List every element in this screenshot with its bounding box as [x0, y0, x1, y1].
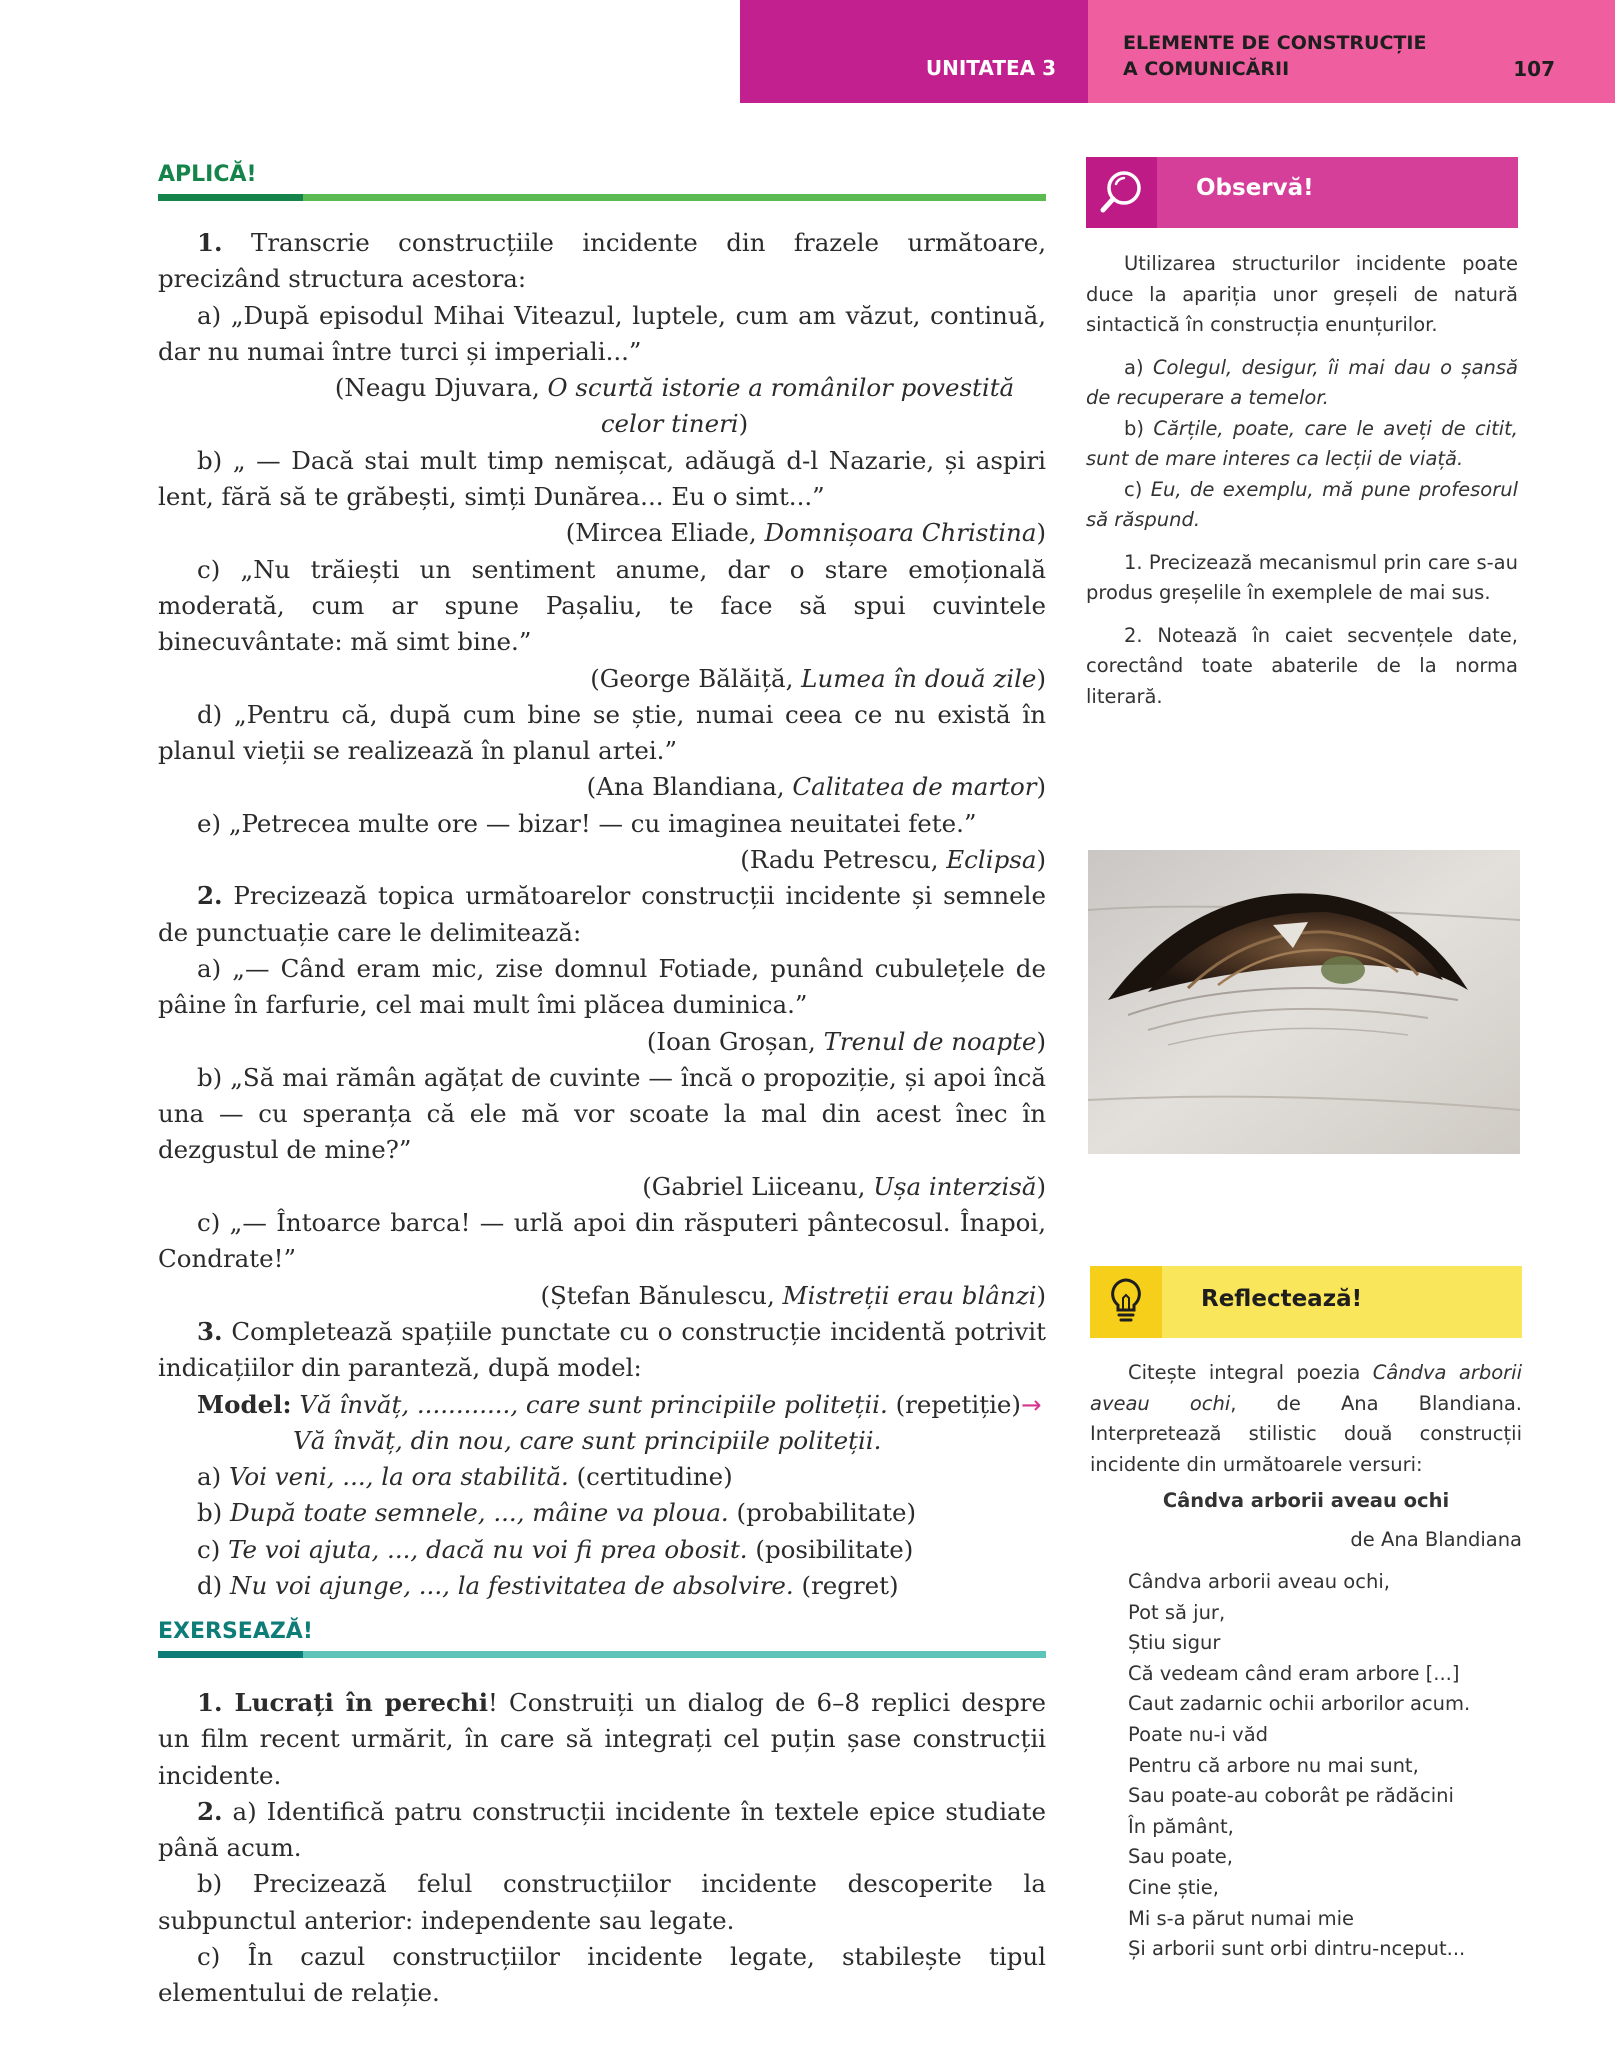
poem-line: Sau poate-au coborât pe rădăcini	[1128, 1784, 1454, 1808]
observa-content	[1086, 249, 1518, 712]
item-letter: b)	[1124, 416, 1154, 440]
observa-task-2: 2. Notează în caiet secvențele date, corectând toate abaterile de la norma literară.	[1086, 623, 1518, 708]
aplica-ex1d-source	[158, 769, 1046, 805]
source-title: Lumea în două zile	[801, 663, 1037, 693]
ex-number: 1.	[197, 228, 223, 257]
ex-bold: Lucrați în perechi	[222, 1688, 489, 1717]
item-letter: a)	[197, 1462, 229, 1492]
header-unit-label: UNITATEA 3	[925, 56, 1056, 80]
source-author: (Gabriel Liiceanu,	[642, 1171, 874, 1201]
aplica-ex2c: c) „— Întoarce barca! — urlă apoi din răsputeri pântecosul. Înapoi, Condrate!”	[158, 1208, 1046, 1274]
source-title: Ușa interzisă	[873, 1171, 1037, 1201]
poem-line: Pentru că arbore nu mai sunt,	[1128, 1753, 1419, 1777]
exerseaza-heading: EXERSEAZĂ!	[158, 1619, 313, 1644]
aplica-ex1c-source	[158, 661, 1046, 697]
source-author: (Radu Petrescu,	[740, 845, 947, 875]
observa-icon-box	[1086, 157, 1157, 228]
aplica-ex3-model-answer	[158, 1423, 1046, 1459]
lightbulb-icon	[1090, 1266, 1162, 1338]
ex-text: a) Identifică patru construcții incidente în textele epice studiate până acum.	[158, 1796, 1046, 1863]
ex-number: 2.	[197, 881, 223, 911]
header-unit-band	[740, 0, 1088, 103]
poem-line: Caut zadarnic ochii arborilor acum.	[1128, 1692, 1471, 1716]
aplica-ex3	[158, 1314, 1046, 1387]
observa-example-b	[1086, 414, 1518, 475]
exerseaza-content	[158, 1685, 1046, 2012]
source-close: )	[1036, 772, 1046, 802]
header-title-line1: ELEMENTE DE CONSTRUCȚIE	[1123, 32, 1427, 54]
poem-line: Pot să jur,	[1128, 1600, 1226, 1624]
poem-line: Poate nu-i văd	[1128, 1722, 1269, 1746]
ex-number: 3.	[197, 1316, 223, 1346]
source-title: O scurtă istorie a românilor povestită celor tineri	[547, 373, 1015, 439]
item-letter: c)	[197, 1534, 229, 1564]
source-close: )	[1036, 518, 1046, 548]
source-close: )	[1036, 1280, 1046, 1310]
observa-intro: Utilizarea structurilor incidente poate duce la apariția unor greșeli de natură sintactică în construcția enunțurilor.	[1086, 252, 1518, 336]
header-title-band	[1088, 0, 1615, 103]
item-sentence: După toate semnele, ..., mâine va ploua.	[230, 1498, 729, 1528]
source-title: Mistreții erau blânzi	[782, 1280, 1037, 1310]
model-answer: Vă învăț, din nou, care sunt principiile politeții.	[293, 1425, 882, 1455]
text-part: Citește integral poezia	[1128, 1361, 1373, 1384]
source-author: (Ana Blandiana,	[586, 772, 793, 802]
poem-line: În pământ,	[1128, 1814, 1234, 1838]
aplica-ex1a: a) „După episodul Mihai Viteazul, luptele, cum am văzut, continuă, dar nu numai între turci și imperiali...”	[158, 300, 1046, 366]
source-author: (George Bălăiță,	[590, 663, 802, 693]
ex-text: ! Construiți un dialog de 6–8 replici despre un film recent urmărit, în care să integrați cel puțin șase construcții incidente.	[158, 1688, 1046, 1790]
poem-line: Cândva arborii aveau ochi,	[1128, 1570, 1390, 1593]
source-author: (Mircea Eliade,	[565, 518, 765, 548]
aplica-ex2b-source	[158, 1169, 1046, 1205]
item-sentence: Cărțile, poate, care le aveți de citit, sunt de mare interes ca lecții de viață.	[1086, 416, 1518, 470]
aplica-ex2b: b) „Să mai rămân agățat de cuvinte — încă o propoziție, și apoi încă una — cu speranța că ele mă vor scoate la mal din acest înec în dezgustul de mine?”	[158, 1062, 1046, 1165]
text-part: , de Ana Blandiana. Interpretează stilistic două construcții incidente din următoarele versuri:	[1090, 1391, 1522, 1476]
item-indication: (certitudine)	[568, 1462, 733, 1492]
aplica-ex2c-source	[158, 1278, 1046, 1314]
item-letter: c)	[1124, 477, 1151, 501]
aplica-bar-dark	[158, 194, 303, 201]
poem-title-inline: Cândva arborii aveau ochi	[1090, 1361, 1522, 1415]
item-sentence: Colegul, desigur, îi mai dau o șansă de recuperare a temelor.	[1086, 355, 1518, 409]
poem-line: Și arborii sunt orbi dintru-nceput...	[1128, 1937, 1466, 1961]
exerseaza-bar-dark	[158, 1651, 303, 1658]
aplica-ex3b	[158, 1495, 1046, 1531]
aplica-ex3c	[158, 1532, 1046, 1568]
aplica-ex1e-source	[158, 842, 1046, 878]
aplica-ex3-model	[158, 1387, 1046, 1423]
ex-text: Precizează topica următoarelor construcții incidente și semnele de punctuație care le delimitează:	[158, 881, 1046, 947]
aplica-ex1d: d) „Pentru că, după cum bine se știe, numai ceea ce nu există în planul vieții se realizează în planul artei.”	[158, 699, 1046, 766]
reflecteaza-text	[1090, 1358, 1522, 1480]
source-close: )	[1036, 1026, 1046, 1056]
exerseaza-ex2b: b) Precizează felul construcțiilor incidente descoperite la subpunctul anterior: independente sau legate.	[158, 1869, 1046, 1935]
aplica-content	[158, 225, 1046, 1604]
exerseaza-ex1	[158, 1685, 1046, 1794]
ex-number: 1.	[197, 1688, 223, 1717]
aplica-heading: APLICĂ!	[158, 162, 257, 187]
poem-line: Mi s-a părut numai mie	[1128, 1906, 1355, 1930]
aplica-ex2a: a) „— Când eram mic, zise domnul Fotiade, punând cubulețele de pâine în farfurie, cel mai mult îmi plăcea duminica.”	[158, 953, 1046, 1020]
ex-number: 2.	[197, 1796, 223, 1826]
arrow-right-icon: →	[1020, 1389, 1042, 1419]
source-author: (Ioan Groșan,	[646, 1026, 824, 1056]
source-close: )	[738, 409, 749, 439]
item-letter: a)	[1124, 355, 1153, 379]
aplica-ex1e: e) „Petrecea multe ore — bizar! — cu imaginea neuitatei fete.”	[197, 808, 977, 838]
model-indication: (repetiție)	[887, 1389, 1021, 1419]
poem-author: de Ana Blandiana	[1350, 1527, 1522, 1551]
source-close: )	[1036, 845, 1046, 875]
item-sentence: Nu voi ajunge, ..., la festivitatea de absolvire.	[230, 1570, 794, 1600]
aplica-bar-light	[303, 194, 1046, 201]
aplica-ex1c: c) „Nu trăiești un sentiment anume, dar o stare emoțională moderată, cum ar spune Pașaliu, te face să spui cuvintele binecuvântate: mă simt bine.”	[158, 554, 1046, 657]
exerseaza-ex2a	[158, 1794, 1046, 1867]
source-author: (Neagu Djuvara,	[334, 373, 548, 403]
poem-line: Sau poate,	[1128, 1845, 1233, 1869]
source-close: )	[1036, 1171, 1046, 1201]
poem-line: Că vedeam când eram arbore [...]	[1128, 1661, 1460, 1685]
source-title: Trenul de noapte	[823, 1026, 1037, 1056]
aplica-ex1b-source	[158, 515, 1046, 551]
source-title: Domnișoara Christina	[764, 518, 1037, 548]
exerseaza-ex2c: c) În cazul construcțiilor incidente legate, stabilește tipul elementului de relație.	[158, 1942, 1046, 2008]
reflecteaza-label: Reflectează!	[1201, 1286, 1363, 1312]
poem-line: Știu sigur	[1128, 1631, 1221, 1655]
observa-task-1: 1. Precizează mecanismul prin care s-au produs greșelile în exemplele de mai sus.	[1086, 550, 1518, 604]
source-close: )	[1036, 663, 1046, 693]
poem-line: Cine știe,	[1128, 1875, 1220, 1899]
observa-example-c	[1086, 475, 1518, 536]
aplica-ex2a-source	[158, 1024, 1046, 1060]
aplica-ex2	[158, 878, 1046, 951]
poem-title: Cândva arborii aveau ochi	[1162, 1489, 1450, 1512]
item-sentence: Eu, de exemplu, mă pune profesorul să răspund.	[1086, 477, 1518, 531]
header-title-line2: A COMUNICĂRII	[1123, 58, 1290, 80]
item-letter: d)	[197, 1570, 231, 1600]
item-indication: (posibilitate)	[747, 1534, 914, 1564]
magnifier-icon	[1086, 157, 1157, 228]
aplica-ex3a	[158, 1459, 1046, 1495]
model-sentence: Vă învăț, ............, care sunt principiile politeții.	[291, 1389, 888, 1419]
header-chapter-title	[1123, 30, 1426, 82]
item-indication: (regret)	[793, 1570, 899, 1600]
ex-text: Completează spațiile punctate cu o construcție incidentă potrivit indicațiilor din paranteză, după model:	[158, 1316, 1046, 1383]
reflecteaza-content	[1090, 1358, 1522, 1555]
item-sentence: Te voi ajuta, ..., dacă nu voi fi prea obosit.	[228, 1534, 748, 1564]
aplica-ex1	[158, 225, 1046, 298]
observa-label: Observă!	[1196, 175, 1314, 201]
item-sentence: Voi veni, ..., la ora stabilită.	[228, 1462, 569, 1492]
poem-lines	[1128, 1567, 1470, 1965]
aplica-ex3d	[158, 1568, 1046, 1604]
aplica-ex1a-source	[158, 370, 1046, 443]
observa-example-a	[1086, 353, 1518, 414]
aplica-ex1b: b) „ — Dacă stai mult timp nemișcat, adăugă d-l Nazarie, și aspiri lent, fără să te grăbești, simți Dunărea... Eu o simt...”	[158, 445, 1046, 512]
item-indication: (probabilitate)	[728, 1498, 917, 1528]
birch-bark-eye-photo	[1088, 850, 1520, 1154]
exerseaza-bar-light	[303, 1651, 1046, 1658]
model-label: Model:	[197, 1389, 292, 1419]
source-title: Eclipsa	[946, 845, 1037, 875]
reflecteaza-icon-box	[1090, 1266, 1162, 1338]
source-author: (Ștefan Bănulescu,	[540, 1280, 783, 1310]
item-letter: b)	[197, 1498, 231, 1528]
page-number: 107	[1513, 57, 1555, 81]
source-title: Calitatea de martor	[792, 772, 1037, 802]
ex-text: Transcrie construcțiile incidente din frazele următoare, precizând structura acestora:	[158, 228, 1046, 294]
